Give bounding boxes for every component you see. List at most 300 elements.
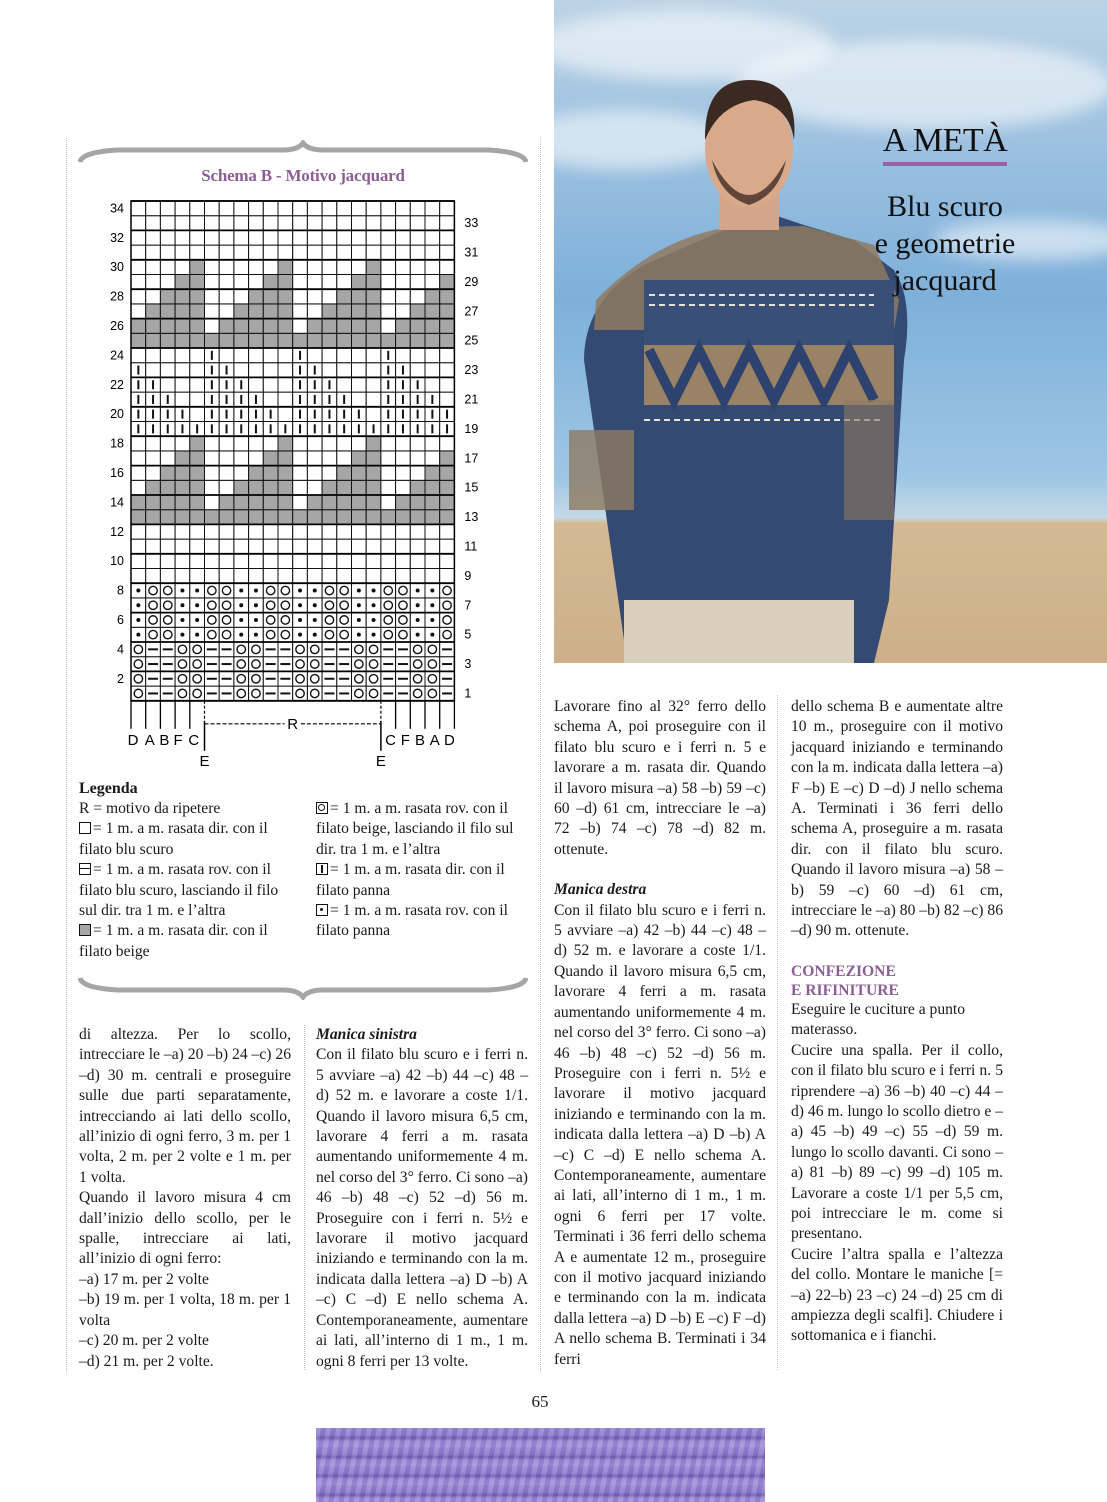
chart-cell <box>293 451 308 466</box>
chart-cell <box>234 671 249 686</box>
chart-cell <box>352 348 367 363</box>
row-label-right: 19 <box>464 421 479 436</box>
chart-cell <box>175 657 190 672</box>
chart-cell <box>322 289 337 304</box>
chart-cell <box>175 539 190 554</box>
chart-cell <box>307 554 322 569</box>
chart-cell <box>190 275 205 290</box>
chart-cell <box>322 348 337 363</box>
chart-cell <box>278 436 293 451</box>
chart-cell <box>146 348 161 363</box>
panna-purl-mark <box>195 603 199 607</box>
paragraph: di altezza. Per lo scollo, intrecciare le –a) 20 –b) 24 –c) 26 –d) 30 m. centrali e proseguire sulle due parti separatamente, intrecciando ai lati dello scollo, all’inizio di ogni ferro, 3 m. per 1 volta, 2 m. per 2 volte e 1 m. per 1 volta. <box>79 1026 291 1186</box>
chart-cell <box>160 304 175 319</box>
chart-cell <box>425 671 440 686</box>
panna-purl-mark <box>357 633 361 637</box>
panna-purl-mark <box>254 618 258 622</box>
chart-cell <box>278 201 293 216</box>
subheading-manica-sinistra: Manica sinistra <box>316 1026 417 1043</box>
chart-cell <box>190 230 205 245</box>
chart-cell <box>352 377 367 392</box>
row-label-right: 3 <box>464 657 472 672</box>
chart-cell <box>293 275 308 290</box>
chart-cell <box>160 598 175 613</box>
chart-cell <box>440 583 455 598</box>
chart-cell <box>278 377 293 392</box>
panna-purl-mark <box>430 603 434 607</box>
chart-cell <box>425 554 440 569</box>
chart-cell <box>234 451 249 466</box>
chart-cell <box>160 583 175 598</box>
row-label-left: 16 <box>110 465 124 480</box>
chart-cell <box>190 348 205 363</box>
chart-cell <box>263 583 278 598</box>
panna-purl-mark <box>180 618 184 622</box>
row-label-left: 18 <box>110 436 124 451</box>
chart-cell <box>425 569 440 584</box>
chart-cell <box>322 275 337 290</box>
chart-cell <box>278 289 293 304</box>
chart-cell <box>410 510 425 525</box>
chart-cell <box>410 245 425 260</box>
chart-cell <box>131 275 146 290</box>
chart-cell <box>322 260 337 275</box>
panna-purl-mark <box>239 589 243 593</box>
chart-cell <box>249 657 264 672</box>
chart-cell <box>322 627 337 642</box>
chart-cell <box>249 510 264 525</box>
chart-cell <box>425 642 440 657</box>
chart-cell <box>278 569 293 584</box>
chart-cell <box>131 510 146 525</box>
panna-purl-mark <box>180 633 184 637</box>
chart-cell <box>278 613 293 628</box>
chart-cell <box>249 260 264 275</box>
panna-purl-mark <box>416 618 420 622</box>
chart-cell <box>440 436 455 451</box>
chart-cell <box>175 392 190 407</box>
panna-purl-mark <box>430 589 434 593</box>
chart-cell <box>278 319 293 334</box>
chart-cell <box>337 319 352 334</box>
chart-cell <box>337 348 352 363</box>
chart-cell <box>263 289 278 304</box>
chart-cell <box>263 451 278 466</box>
panna-purl-mark <box>313 603 317 607</box>
chart-cell <box>175 642 190 657</box>
chart-cell <box>396 598 411 613</box>
chart-cell <box>352 201 367 216</box>
chart-cell <box>440 613 455 628</box>
schema-title: Schema B - Motivo jacquard <box>201 166 405 185</box>
chart-cell <box>410 275 425 290</box>
panna-purl-mark <box>430 633 434 637</box>
chart-cell <box>175 216 190 231</box>
chart-cell <box>131 260 146 275</box>
chart-cell <box>396 510 411 525</box>
chart-cell <box>190 363 205 378</box>
chart-cell <box>396 289 411 304</box>
chart-cell <box>190 510 205 525</box>
chart-cell <box>381 583 396 598</box>
row-label-left: 12 <box>110 524 124 539</box>
row-label-right: 21 <box>464 392 479 407</box>
chart-cell <box>249 216 264 231</box>
panna-purl-mark <box>313 589 317 593</box>
chart-cell <box>366 407 381 422</box>
chart-cell <box>249 304 264 319</box>
chart-cell <box>249 451 264 466</box>
row-label-right: 29 <box>464 274 479 289</box>
chart-cell <box>263 216 278 231</box>
chart-cell <box>175 480 190 495</box>
chart-cell <box>425 348 440 363</box>
panna-purl-mark <box>313 618 317 622</box>
chart-cell <box>146 451 161 466</box>
chart-cell <box>293 216 308 231</box>
chart-cell <box>249 348 264 363</box>
chart-cell <box>146 319 161 334</box>
chart-cell <box>190 377 205 392</box>
chart-cell <box>160 289 175 304</box>
chart-cell <box>234 348 249 363</box>
chart-cell <box>425 436 440 451</box>
stitch-marker-label: F <box>400 731 410 749</box>
chart-cell <box>366 510 381 525</box>
chart-cell <box>219 510 234 525</box>
chart-cell <box>352 216 367 231</box>
article-headline <box>860 122 1030 299</box>
chart-cell <box>352 671 367 686</box>
chart-cell <box>263 613 278 628</box>
chart-cell <box>205 569 220 584</box>
chart-cell <box>352 304 367 319</box>
chart-cell <box>410 524 425 539</box>
chart-cell <box>278 627 293 642</box>
chart-cell <box>337 554 352 569</box>
chart-cell <box>322 216 337 231</box>
chart-cell <box>219 436 234 451</box>
chart-cell <box>131 642 146 657</box>
chart-cell <box>190 686 205 701</box>
chart-cell <box>410 686 425 701</box>
chart-cell <box>190 216 205 231</box>
chart-cell <box>352 569 367 584</box>
chart-cell <box>337 333 352 348</box>
chart-cell <box>146 363 161 378</box>
chart-cell <box>278 480 293 495</box>
legend-text: = 1 m. a m. rasata dir. con il filato blu scuro <box>79 820 268 858</box>
chart-cell <box>425 686 440 701</box>
chart-cell <box>322 598 337 613</box>
panna-purl-mark <box>136 603 140 607</box>
chart-cell <box>322 480 337 495</box>
chart-cell <box>278 495 293 510</box>
chart-cell <box>366 671 381 686</box>
chart-cell <box>425 363 440 378</box>
chart-cell <box>190 451 205 466</box>
chart-cell <box>205 304 220 319</box>
title-line: Blu scuro <box>887 190 1003 223</box>
chart-cell <box>440 245 455 260</box>
chart-cell <box>175 495 190 510</box>
stitch-marker-label: D <box>127 731 139 749</box>
chart-cell <box>146 245 161 260</box>
legend-item <box>316 799 531 860</box>
panna-purl-mark <box>372 603 376 607</box>
chart-cell <box>278 333 293 348</box>
chart-cell <box>190 480 205 495</box>
chart-cell <box>160 524 175 539</box>
chart-cell <box>440 377 455 392</box>
panna-purl-mark <box>372 633 376 637</box>
chart-cell <box>160 319 175 334</box>
chart-cell <box>396 230 411 245</box>
chart-cell <box>234 304 249 319</box>
chart-cell <box>307 657 322 672</box>
chart-cell <box>322 451 337 466</box>
panna-purl-mark <box>372 618 376 622</box>
chart-cell <box>337 201 352 216</box>
chart-cell <box>307 275 322 290</box>
chart-cell <box>131 436 146 451</box>
chart-cell <box>234 686 249 701</box>
bar-square-icon <box>316 863 328 875</box>
chart-cell <box>396 583 411 598</box>
section-heading-line: CONFEZIONE <box>791 962 896 980</box>
chart-cell <box>440 363 455 378</box>
dash-square-icon <box>79 863 91 875</box>
chart-cell <box>205 554 220 569</box>
chart-cell <box>396 201 411 216</box>
chart-cell <box>146 201 161 216</box>
chart-cell <box>337 363 352 378</box>
chart-cell <box>234 642 249 657</box>
chart-cell <box>131 319 146 334</box>
chart-cell <box>278 598 293 613</box>
legend-item <box>79 921 299 962</box>
chart-cell <box>190 304 205 319</box>
chart-cell <box>190 319 205 334</box>
chart-cell <box>396 466 411 481</box>
chart-cell <box>219 627 234 642</box>
paragraph: Lavorare fino al 32° ferro dello schema A, poi proseguire con il filato blu scuro e i ferri n. 5 e lavorare a m. rasata dir. Quando il lavoro misura –a) 58 –b) 59 –c) 60 –d) 61 cm, intrecciare le –a) 72 –b) 74 –c) 78 –d) 82 m. ottenute. <box>554 698 766 858</box>
chart-cell <box>263 392 278 407</box>
chart-cell <box>146 495 161 510</box>
text-column-2 <box>316 1025 528 1372</box>
chart-cell <box>381 333 396 348</box>
chart-cell <box>278 392 293 407</box>
chart-cell <box>131 524 146 539</box>
chart-cell <box>278 230 293 245</box>
chart-cell <box>381 495 396 510</box>
chart-cell <box>278 363 293 378</box>
row-label-left: 8 <box>117 583 124 598</box>
chart-cell <box>440 230 455 245</box>
chart-cell <box>263 554 278 569</box>
chart-cell <box>410 642 425 657</box>
chart-cell <box>307 466 322 481</box>
chart-cell <box>160 348 175 363</box>
chart-cell <box>352 495 367 510</box>
chart-cell <box>366 642 381 657</box>
chart-cell <box>234 436 249 451</box>
stitch-marker-label: C <box>385 731 397 749</box>
chart-cell <box>234 245 249 260</box>
legend <box>79 779 539 960</box>
chart-cell <box>307 348 322 363</box>
chart-cell <box>219 554 234 569</box>
chart-cell <box>249 480 264 495</box>
chart-cell <box>381 319 396 334</box>
chart-cell <box>190 671 205 686</box>
chart-cell <box>337 466 352 481</box>
chart-cell <box>366 466 381 481</box>
chart-cell <box>410 451 425 466</box>
row-label-right: 13 <box>464 510 479 525</box>
chart-cell <box>160 451 175 466</box>
chart-cell <box>234 657 249 672</box>
chart-cell <box>205 524 220 539</box>
chart-cell <box>381 613 396 628</box>
chart-cell <box>381 304 396 319</box>
chart-cell <box>337 260 352 275</box>
chart-cell <box>440 495 455 510</box>
chart-cell <box>131 304 146 319</box>
chart-cell <box>410 201 425 216</box>
chart-cell <box>234 539 249 554</box>
chart-cell <box>249 377 264 392</box>
row-label-right: 11 <box>464 539 478 554</box>
chart-cell <box>219 245 234 260</box>
chart-cell <box>146 539 161 554</box>
chart-cell <box>190 569 205 584</box>
chart-cell <box>146 569 161 584</box>
chart-cell <box>146 216 161 231</box>
chart-cell <box>175 348 190 363</box>
chart-cell <box>219 539 234 554</box>
panna-purl-mark <box>136 618 140 622</box>
chart-cell <box>410 466 425 481</box>
chart-cell <box>322 245 337 260</box>
chart-cell <box>205 613 220 628</box>
chart-cell <box>131 333 146 348</box>
chart-cell <box>219 598 234 613</box>
chart-cell <box>381 230 396 245</box>
section-kicker: A METÀ <box>883 122 1008 166</box>
chart-cell <box>249 333 264 348</box>
chart-cell <box>249 319 264 334</box>
chart-cell <box>131 216 146 231</box>
chart-cell <box>205 598 220 613</box>
chart-cell <box>396 260 411 275</box>
chart-cell <box>381 554 396 569</box>
panna-purl-mark <box>239 603 243 607</box>
chart-cell <box>440 289 455 304</box>
chart-cell <box>293 524 308 539</box>
chart-cell <box>337 613 352 628</box>
chart-cell <box>249 524 264 539</box>
chart-cell <box>205 466 220 481</box>
chart-cell <box>381 201 396 216</box>
chart-cell <box>425 451 440 466</box>
chart-cell <box>175 554 190 569</box>
panna-purl-mark <box>254 633 258 637</box>
chart-cell <box>293 480 308 495</box>
chart-cell <box>160 554 175 569</box>
chart-cell <box>440 216 455 231</box>
chart-cell <box>234 510 249 525</box>
jacquard-chart-svg <box>80 196 520 776</box>
chart-cell <box>131 554 146 569</box>
paragraph: dello schema B e aumentate altre 10 m., proseguire con il motivo jacquard iniziando e terminando con la m. indicata dalla lettera –a) F –b) E –c) D –d) J nello schema A. Terminati i 36 ferri dello schema A, proseguire a m. rasata dir. con il filato blu scuro. Quando il lavoro misura –a) 58 –b) 59 –c) 60 –d) 61 cm, intrecciare le –a) 80 –b) 82 –c) 86 –d) 90 m. ottenute. <box>791 698 1003 940</box>
edge-label-e: E <box>199 752 210 770</box>
chart-cell <box>410 333 425 348</box>
paragraph: Eseguire le cuciture a punto materasso. <box>791 1000 966 1039</box>
chart-cell <box>337 216 352 231</box>
chart-cell <box>396 613 411 628</box>
chart-cell <box>278 245 293 260</box>
column-rule <box>66 138 67 1373</box>
chart-cell <box>293 436 308 451</box>
paragraph: Con il filato blu scuro e i ferri n. 5 avviare –a) 42 –b) 44 –c) 48 –d) 52 m. e lavorare a coste 1/1. Quando il lavoro misura 6,5 cm, lavorare 4 ferri a m. rasata aumentando uniformemente 4 m. nel corso del 3° ferro. Ci sono –a) 46 –b) 48 –c) 52 –d) 56 m. Proseguire con i ferri n. 5½ e lavorare il motivo jacquard iniziando e terminando con la m. indicata dalla lettera –a) D –b) A –c) C –d) E nello schema A. Contemporaneamente, aumentare ai lati, all’interno di 1 m., 1 m. ogni 8 ferri per 13 volte. <box>316 1046 528 1370</box>
chart-cell <box>278 554 293 569</box>
chart-cell <box>175 671 190 686</box>
chart-cell <box>249 230 264 245</box>
panna-purl-mark <box>136 633 140 637</box>
panna-purl-mark <box>239 618 243 622</box>
paragraph: –a) 17 m. per 2 volte <box>79 1270 209 1288</box>
chart-cell <box>146 275 161 290</box>
chart-cell <box>425 333 440 348</box>
chart-cell <box>352 230 367 245</box>
chart-cell <box>219 333 234 348</box>
chart-cell <box>160 275 175 290</box>
panna-purl-mark <box>254 589 258 593</box>
chart-cell <box>366 451 381 466</box>
chart-cell <box>205 627 220 642</box>
chart-cell <box>396 216 411 231</box>
chart-cell <box>160 480 175 495</box>
stitch-marker-label: A <box>429 731 440 749</box>
chart-cell <box>293 495 308 510</box>
chart-cell <box>131 230 146 245</box>
chart-cell <box>366 289 381 304</box>
chart-cell <box>440 524 455 539</box>
row-label-right: 23 <box>464 363 479 378</box>
chart-cell <box>366 363 381 378</box>
legend-item <box>79 860 299 921</box>
panna-purl-mark <box>313 633 317 637</box>
stitch-marker-label: B <box>159 731 170 749</box>
row-label-left: 20 <box>110 407 124 422</box>
chart-cell <box>410 671 425 686</box>
chart-cell <box>146 260 161 275</box>
chart-cell <box>219 201 234 216</box>
chart-cell <box>293 642 308 657</box>
chart-cell <box>249 275 264 290</box>
chart-cell <box>146 627 161 642</box>
sweater-photo <box>554 0 1107 663</box>
chart-cell <box>219 304 234 319</box>
chart-cell <box>410 495 425 510</box>
row-label-right: 17 <box>464 451 479 466</box>
chart-cell <box>337 627 352 642</box>
chart-cell <box>381 289 396 304</box>
chart-cell <box>396 539 411 554</box>
chart-cell <box>263 275 278 290</box>
legend-column-left <box>79 799 299 962</box>
